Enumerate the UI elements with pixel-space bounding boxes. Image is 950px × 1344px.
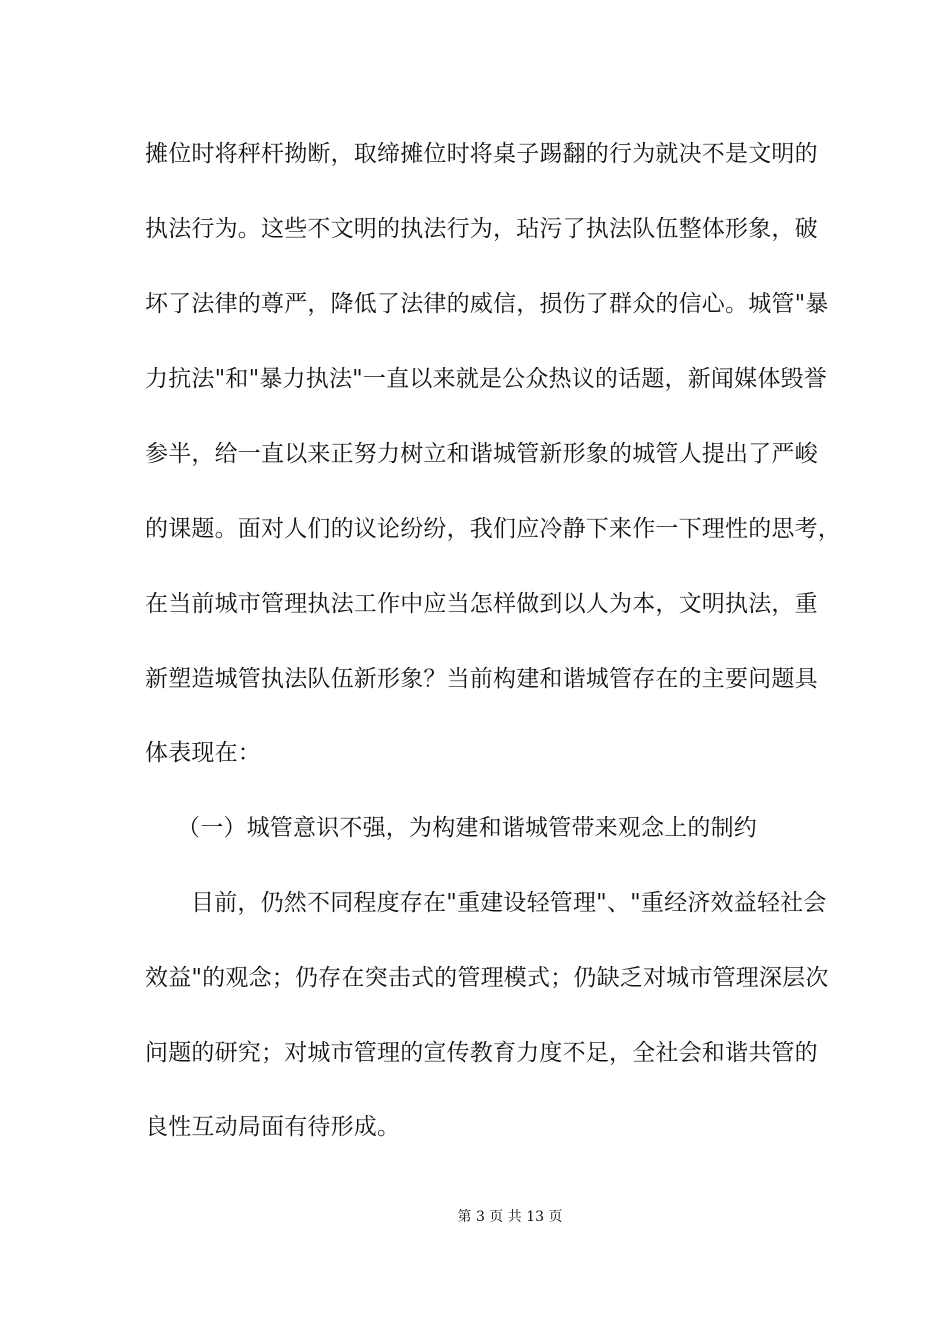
body-text-line: 新塑造城管执法队伍新形象？当前构建和谐城管存在的主要问题具 xyxy=(145,666,818,692)
body-text-line: 体表现在： xyxy=(145,740,261,766)
paragraph-first-line: 目前，仍然不同程度存在"重建设轻管理"、"重经济效益轻社会 xyxy=(191,890,827,916)
body-text-line: 摊位时将秤杆拗断，取缔摊位时将桌子踢翻的行为就决不是文明的 xyxy=(145,141,818,167)
body-text-line: 参半，给一直以来正努力树立和谐城管新形象的城管人提出了严峻 xyxy=(145,441,818,467)
section-heading: （一）城管意识不强，为构建和谐城管带来观念上的制约 xyxy=(177,815,757,841)
page-number-footer: 第 3 页 共 13 页 xyxy=(457,1209,563,1225)
body-text-line: 在当前城市管理执法工作中应当怎样做到以人为本，文明执法，重 xyxy=(145,591,818,617)
body-text-line: 执法行为。这些不文明的执法行为，玷污了执法队伍整体形象，破 xyxy=(145,216,818,242)
body-text-line: 的课题。面对人们的议论纷纷，我们应冷静下来作一下理性的思考， xyxy=(145,516,841,542)
body-text-line: 坏了法律的尊严，降低了法律的威信，损伤了群众的信心。城管"暴 xyxy=(145,291,829,317)
body-text-line: 良性互动局面有待形成。 xyxy=(145,1114,401,1140)
body-text-line: 力抗法"和"暴力执法"一直以来就是公众热议的话题，新闻媒体毁誉 xyxy=(145,366,827,392)
body-text-line: 效益"的观念；仍存在突击式的管理模式；仍缺乏对城市管理深层次 xyxy=(145,965,829,991)
body-text-line: 问题的研究；对城市管理的宣传教育力度不足，全社会和谐共管的 xyxy=(145,1040,818,1066)
